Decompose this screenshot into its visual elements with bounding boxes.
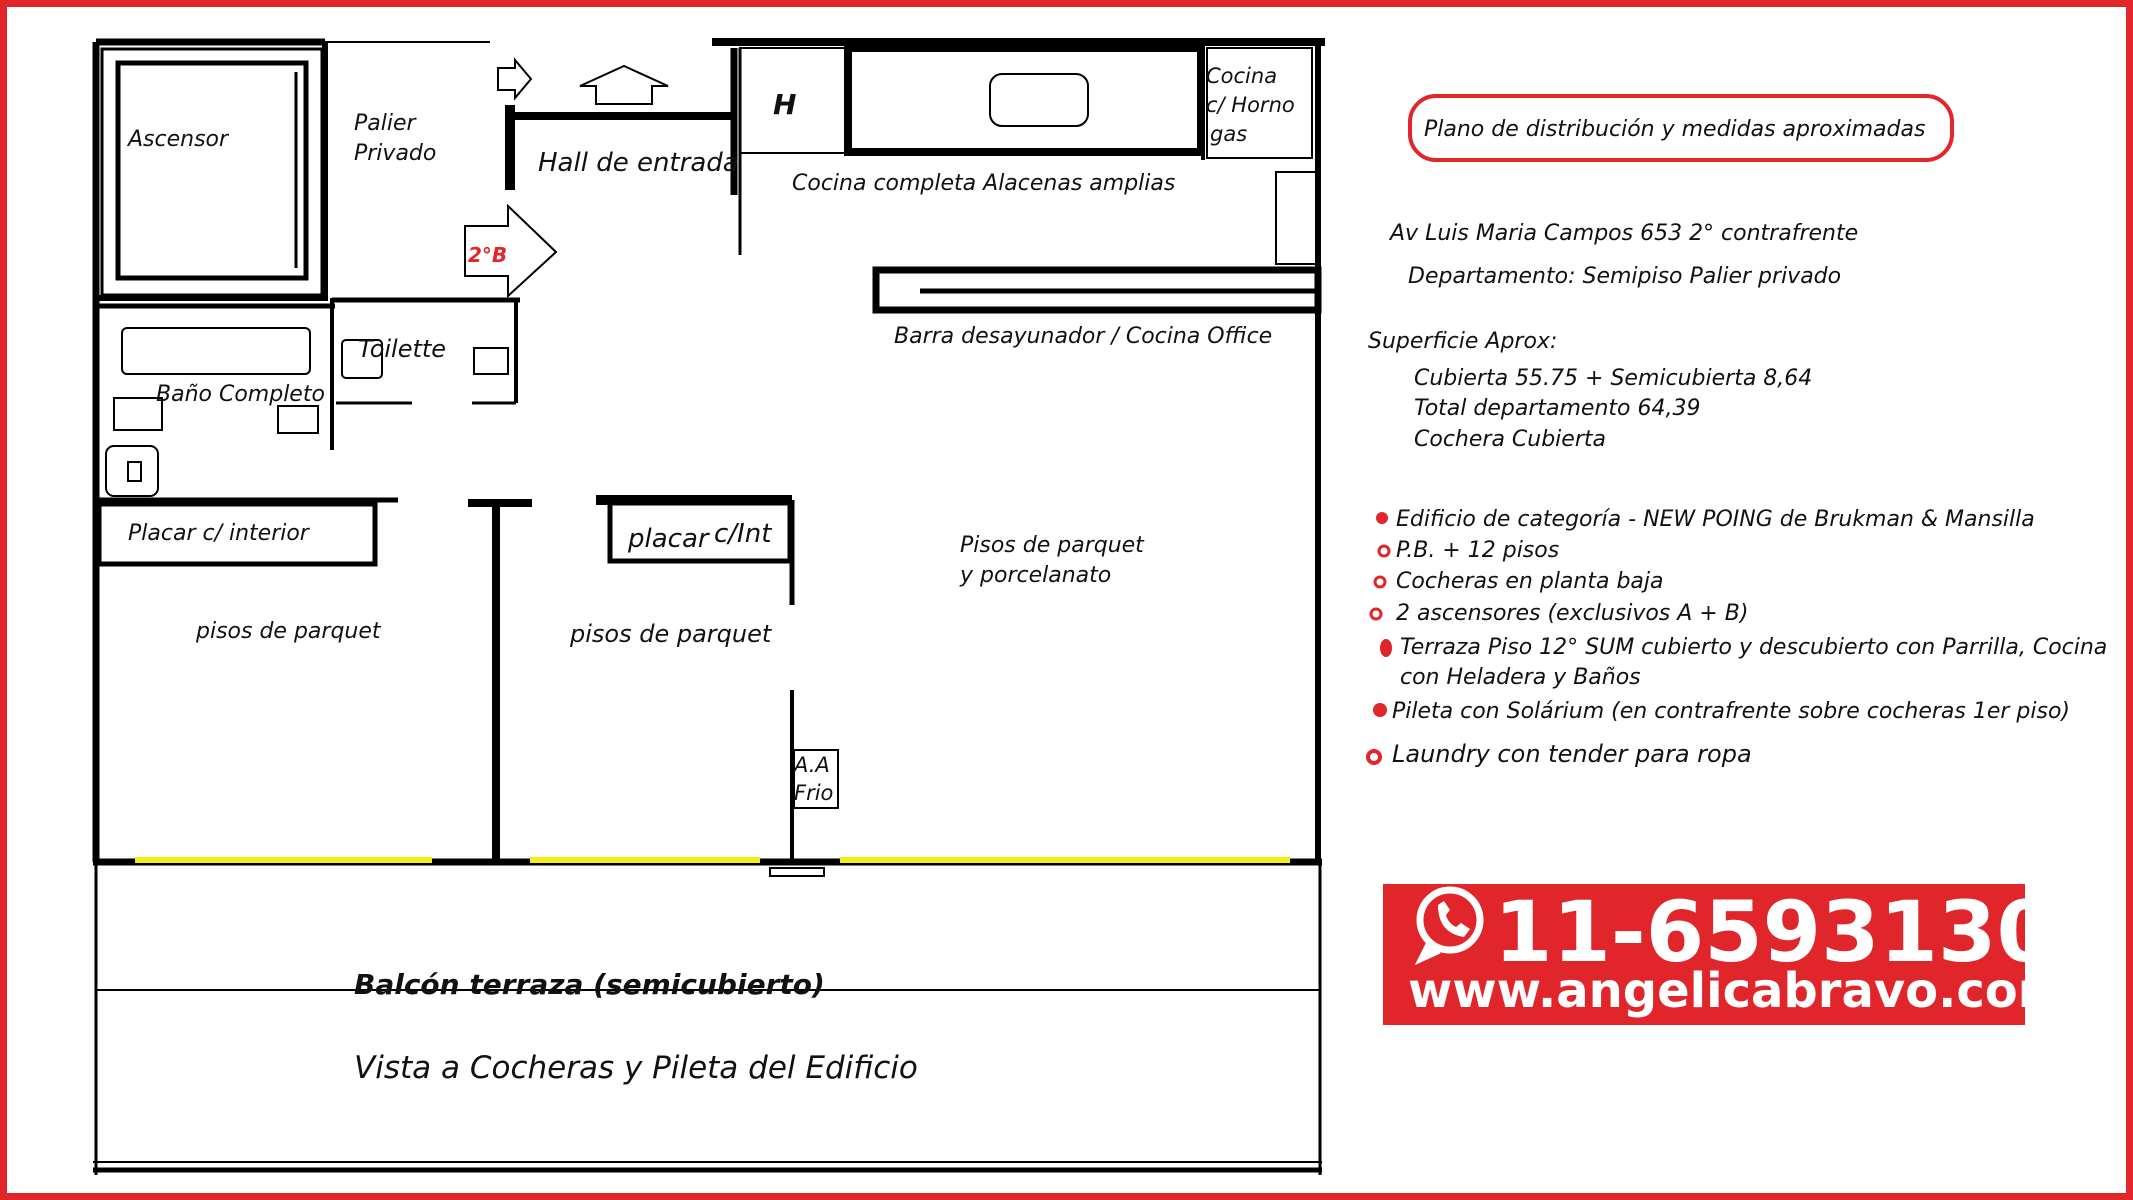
label-bano: Baño Completo [156,382,325,407]
label-aa-1: A.A [794,753,830,777]
superficie-line: Cubierta 55.75 + Semicubierta 8,64 [1414,366,1813,391]
arrow-right-small-icon [498,60,531,98]
label-palier-2: Privado [354,141,437,166]
bullet-icon [1376,512,1388,524]
label-cocina-completa: Cocina completa Alacenas amplias [792,171,1176,196]
label-barra: Barra desayunador / Cocina Office [894,324,1273,349]
bullet-icon [1373,703,1387,717]
label-unit-marker: 2°B [468,243,508,267]
contact-website[interactable]: www.angelicabravo.com [1408,963,2068,1019]
label-cocina-horno-2: c/ Horno [1206,93,1295,117]
bullet-icon [1375,577,1385,587]
label-palier-1: Palier [354,111,416,136]
feature-item: P.B. + 12 pisos [1396,538,1560,563]
feature-item: Laundry con tender para ropa [1392,740,1752,768]
label-pisos-parquet-left: pisos de parquet [196,619,381,644]
label-h: H [773,88,797,121]
label-cocina-horno-1: Cocina [1206,64,1278,88]
superficie-heading: Superficie Aprox: [1368,329,1558,354]
feature-item: Pileta con Solárium (en contrafrente sobre cocheras 1er piso) [1392,699,2071,724]
label-toilette: Toilette [358,335,447,363]
feature-item: con Heladera y Baños [1400,665,1641,690]
label-vista: Vista a Cocheras y Pileta del Edificio [354,1050,918,1086]
info-address: Av Luis Maria Campos 653 2° contrafrente [1390,221,1859,246]
feature-item: Edificio de categoría - NEW POING de Brukman & Mansilla [1396,507,2035,532]
label-pisos-2: y porcelanato [960,563,1112,588]
label-pisos-parquet-mid: pisos de parquet [570,620,772,648]
feature-item: Terraza Piso 12° SUM cubierto y descubierto con Parrilla, Cocina [1400,635,2108,660]
label-cocina-horno-3: gas [1210,122,1248,146]
feature-item: 2 ascensores (exclusivos A + B) [1396,601,1749,626]
feature-item: Cocheras en planta baja [1396,569,1664,594]
info-departamento: Departamento: Semipiso Palier privado [1408,264,1842,289]
superficie-line: Total departamento 64,39 [1414,396,1701,421]
label-placar-interior: Placar c/ interior [128,521,309,546]
label-placar-int-2: c/Int [714,519,772,549]
bullet-icon [1379,546,1389,556]
label-placar-int-1: placar [628,524,709,554]
arrow-up-icon [580,66,668,104]
walls [93,42,1325,1175]
bullet-icon [1380,639,1392,657]
feature-bullets [1368,512,1392,763]
label-pisos-1: Pisos de parquet [960,533,1144,558]
contact-phone[interactable]: 11-65931305 [1494,883,2114,981]
label-aa-2: Frio [794,781,834,805]
bullet-icon [1368,751,1380,763]
info-title: Plano de distribución y medidas aproximadas [1424,117,1926,142]
label-balcon: Balcón terraza (semicubierto) [354,968,825,1001]
superficie-line: Cochera Cubierta [1414,427,1606,452]
label-ascensor: Ascensor [128,127,229,152]
label-hall: Hall de entrada [538,148,739,178]
bullet-icon [1371,609,1381,619]
